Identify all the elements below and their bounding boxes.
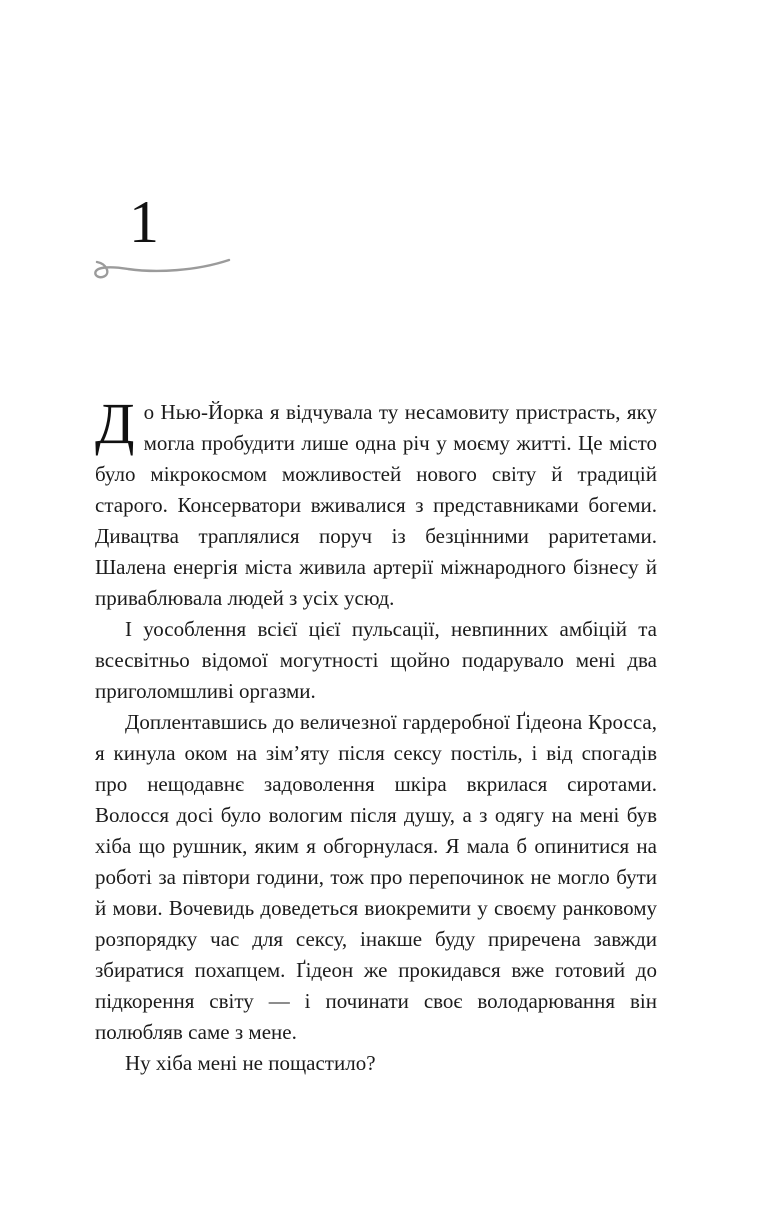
paragraph: [95, 614, 657, 707]
paragraph: [95, 707, 657, 1048]
page-text: [95, 391, 657, 1079]
paragraph: [95, 1048, 657, 1079]
paragraph-text: Ну хіба мені не пощастило?: [125, 1051, 376, 1075]
paragraph-text: Доплентавшись до величезної гардеробної Ґідеона Кросса, я кинула оком на зім’яту після сексу постіль, і від спогадів про нещодавнє задоволення шкіра вкрилася сиротами. Волосся досі було вологим після душу, а з одягу на мені був хіба що рушник, яким я обгорнулася. Я мала б опинитися на роботі за півтори години, тож про перепочинок не могло бути й мови. Вочевидь доведеться виокремити у своєму ранковому розпорядку час для сексу, інакше буду приречена завжди збиратися похапцем. Ґідеон же прокидався вже готовий до підкорення світу — і починати своє володарювання він полюбляв саме з мене.: [95, 710, 657, 1044]
paragraph: [95, 391, 657, 614]
paragraph-text: І уособлення всієї цієї пульсації, невпинних амбіцій та всесвітньо відомої могутності щойно подарувало мені два приголомшливі оргазми.: [95, 617, 657, 703]
flourish-icon: [92, 253, 232, 281]
paragraph-text: о Нью-Йорка я відчувала ту несамовиту пристрасть, яку могла пробудити лише одна річ у моєму житті. Це місто було мікрокосмом можливостей нового світу й традицій старого. Консерватори вживалися з представниками богеми. Дивацтва траплялися поруч із безцінними раритетами. Шалена енергія міста живила артерії міжнародного бізнесу й приваблювала людей з усіх усюд.: [95, 400, 657, 610]
chapter-number: 1: [129, 189, 159, 255]
drop-cap: Д: [95, 391, 135, 456]
